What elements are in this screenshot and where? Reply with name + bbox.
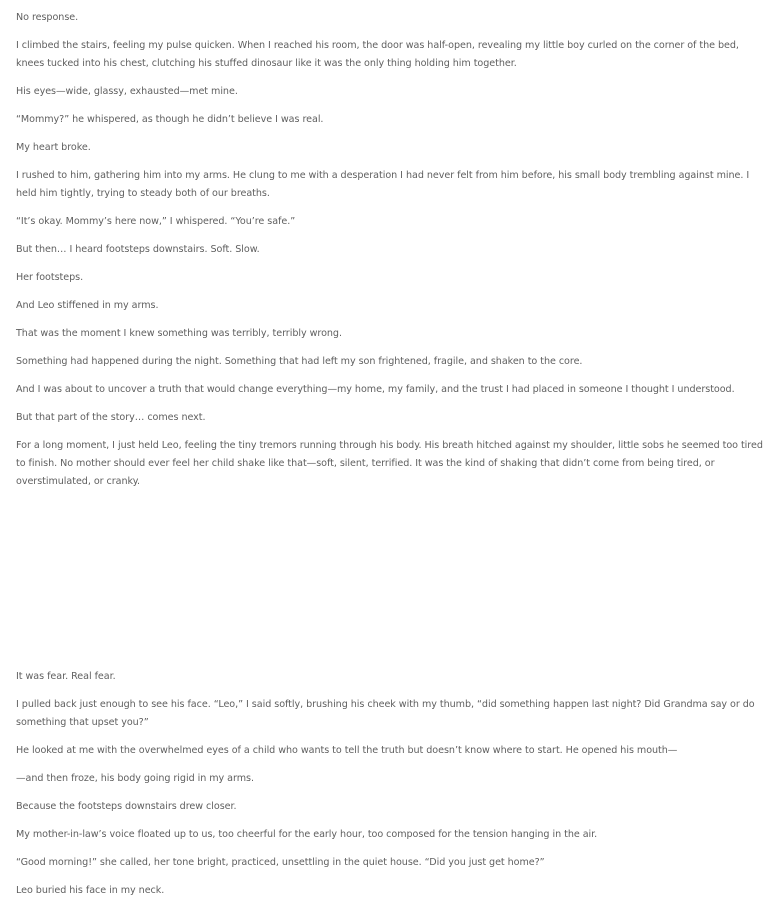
paragraph: My mother-in-law’s voice floated up to us, too cheerful for the early hour, too composed for the tension hanging in the air. (16, 829, 598, 840)
paragraph: I rushed to him, gathering him into my arms. He clung to me with a desperation I had never felt from him before, his small body trembling against mine. I held him tightly, trying to steady both of our breaths. (16, 170, 750, 199)
paragraph: I pulled back just enough to see his face. “Leo,” I said softly, brushing his cheek with my thumb, “did something happen last night? Did Grandma say or do something that upset you?” (16, 699, 755, 728)
paragraph: Leo buried his face in my neck. (16, 885, 165, 896)
paragraph: And I was about to uncover a truth that would change everything—my home, my family, and the trust I had placed in someone I thought I understood. (16, 384, 735, 395)
paragraph: It was fear. Real fear. (16, 671, 116, 682)
paragraph: “Mommy?” he whispered, as though he didn’t believe I was real. (16, 114, 324, 125)
story-block-bottom (16, 668, 768, 904)
paragraph: “It’s okay. Mommy’s here now,” I whispered. “You’re safe.” (16, 216, 296, 227)
paragraph: My heart broke. (16, 142, 91, 153)
paragraph: He looked at me with the overwhelmed eyes of a child who wants to tell the truth but doesn’t know where to start. He opened his mouth— (16, 745, 678, 756)
paragraph: Something had happened during the night. Something that had left my son frightened, fragile, and shaken to the core. (16, 356, 583, 367)
paragraph: And Leo stiffened in my arms. (16, 300, 159, 311)
paragraph: —and then froze, his body going rigid in my arms. (16, 773, 254, 784)
paragraph: But that part of the story… comes next. (16, 412, 206, 423)
paragraph: That was the moment I knew something was terribly, terribly wrong. (16, 328, 342, 339)
paragraph: Her footsteps. (16, 272, 84, 283)
story-block-top (16, 9, 768, 501)
paragraph: I climbed the stairs, feeling my pulse quicken. When I reached his room, the door was half-open, revealing my little boy curled on the corner of the bed, knees tucked into his chest, clutching his stuffed dinosaur like it was the only thing holding him together. (16, 40, 739, 69)
paragraph: For a long moment, I just held Leo, feeling the tiny tremors running through his body. His breath hitched against my shoulder, little sobs he seemed too tired to finish. No mother should ever feel her child shake like that—soft, silent, terrified. It was the kind of shaking that didn’t come from being tired, or overstimulated, or cranky. (16, 440, 763, 487)
paragraph: His eyes—wide, glassy, exhausted—met mine. (16, 86, 238, 97)
paragraph: No response. (16, 12, 79, 23)
paragraph: “Good morning!” she called, her tone bright, practiced, unsettling in the quiet house. “Did you just get home?” (16, 857, 545, 868)
blank-ad-slot (0, 492, 784, 660)
paragraph: But then… I heard footsteps downstairs. Soft. Slow. (16, 244, 260, 255)
paragraph: Because the footsteps downstairs drew closer. (16, 801, 237, 812)
